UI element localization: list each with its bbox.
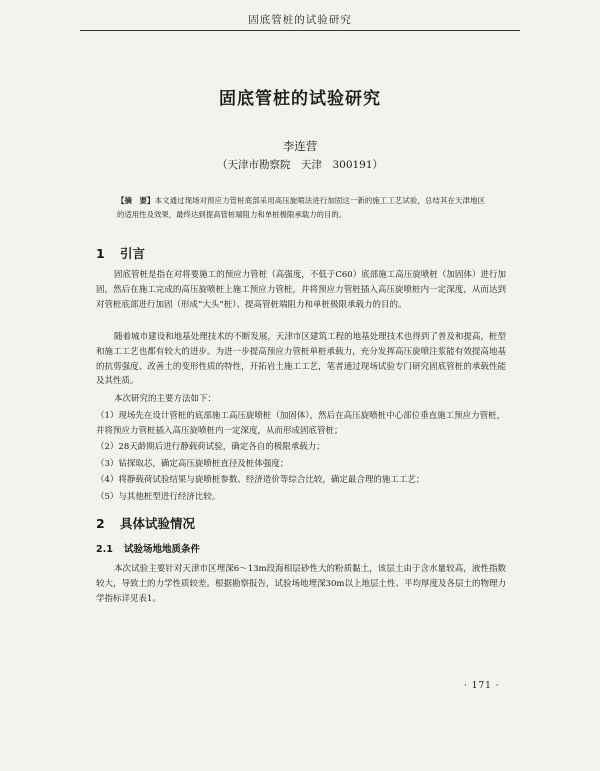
list-item: （1）现场先在设计管桩的底部施工高压旋喷桩（加固体），然后在高压旋喷桩中心部位垂直施工预应力管桩，并将预应力管桩插入高压旋喷桩内一定深度，从而形成固底管桩； [96, 411, 506, 436]
author-name: 李连营 [282, 139, 318, 153]
author-affiliation: （天津市勘察院 天津 300191） [216, 159, 384, 171]
paragraph: 本次试验主要针对天津市区埋深6～13m段海相层砂性大的粉质黏土，该层土由于含水量较高，液性指数较大，导致土的力学性质较差。根据勘察报告，试验场地埋深30m以上地层土性、平均厚度及各层土的物理力学指标详见表1。 [96, 564, 506, 604]
subsection-heading [96, 541, 200, 555]
page-number: · 171 · [464, 681, 500, 691]
paragraph: 固底管桩是指在对将要施工的预应力管桩（高强度，不低于C60）底部施工高压旋喷桩（加固体）进行加固，然后在施工完成的高压旋喷桩上施工预应力管桩，并将预应力管桩插入高压旋喷桩内一定深度，从而达到对管桩底部进行加固（形成“大头”桩）、提高管桩端阻力和单桩极限承载力的目的。 [96, 270, 506, 310]
section-title: 引言 [120, 246, 146, 261]
subsection-number: 2.1 [96, 544, 113, 555]
list-item: （5）与其他桩型进行经济比较。 [96, 492, 221, 502]
list-item: （4）将静载荷试验结果与旋喷桩参数、经济造价等综合比较，确定最合理的施工工艺； [96, 475, 425, 485]
section-title: 具体试验情况 [120, 516, 196, 531]
abstract-label: 【摘 要】 [117, 196, 155, 205]
list-item: （3）钻探取芯，确定高压旋喷桩直径及桩体强度； [96, 459, 289, 469]
paragraph: 本次研究的主要方法如下： [114, 394, 217, 404]
paper-title: 固底管桩的试验研究 [219, 89, 381, 109]
paragraph: 随着城市建设和地基处理技术的不断发展，天津市区建筑工程的地基处理技术也得到了普及和提高，桩型和施工工艺也都有较大的进步。为进一步提高预应力管桩单桩承载力，充分发挥高压旋喷注浆能有效提高地基的抗剪强度、改善土的变形性质的特性，开拓岩土施工工艺，笔者通过现场试验专门研究固底管桩的承载性能及其性质。 [96, 332, 506, 387]
list-item: （2）28天龄期后进行静载荷试验，确定各自的极限承载力； [96, 442, 325, 452]
section-heading-intro [96, 244, 145, 262]
abstract [117, 194, 485, 222]
section-number: 1 [96, 246, 105, 261]
header-rule [80, 30, 520, 31]
running-head: 固底管桩的试验研究 [248, 14, 352, 26]
section-number: 2 [96, 516, 105, 531]
section-heading-test [96, 514, 195, 532]
abstract-text: 本文通过现场对预应力管桩底部采用高压旋喷法进行加固这一新的施工工艺试验，总结其在天津地区的适用性及效果，最终达到提高管桩端阻力和单桩极限承载力的目的。 [117, 196, 485, 219]
subsection-title: 试验场地地质条件 [124, 544, 201, 555]
